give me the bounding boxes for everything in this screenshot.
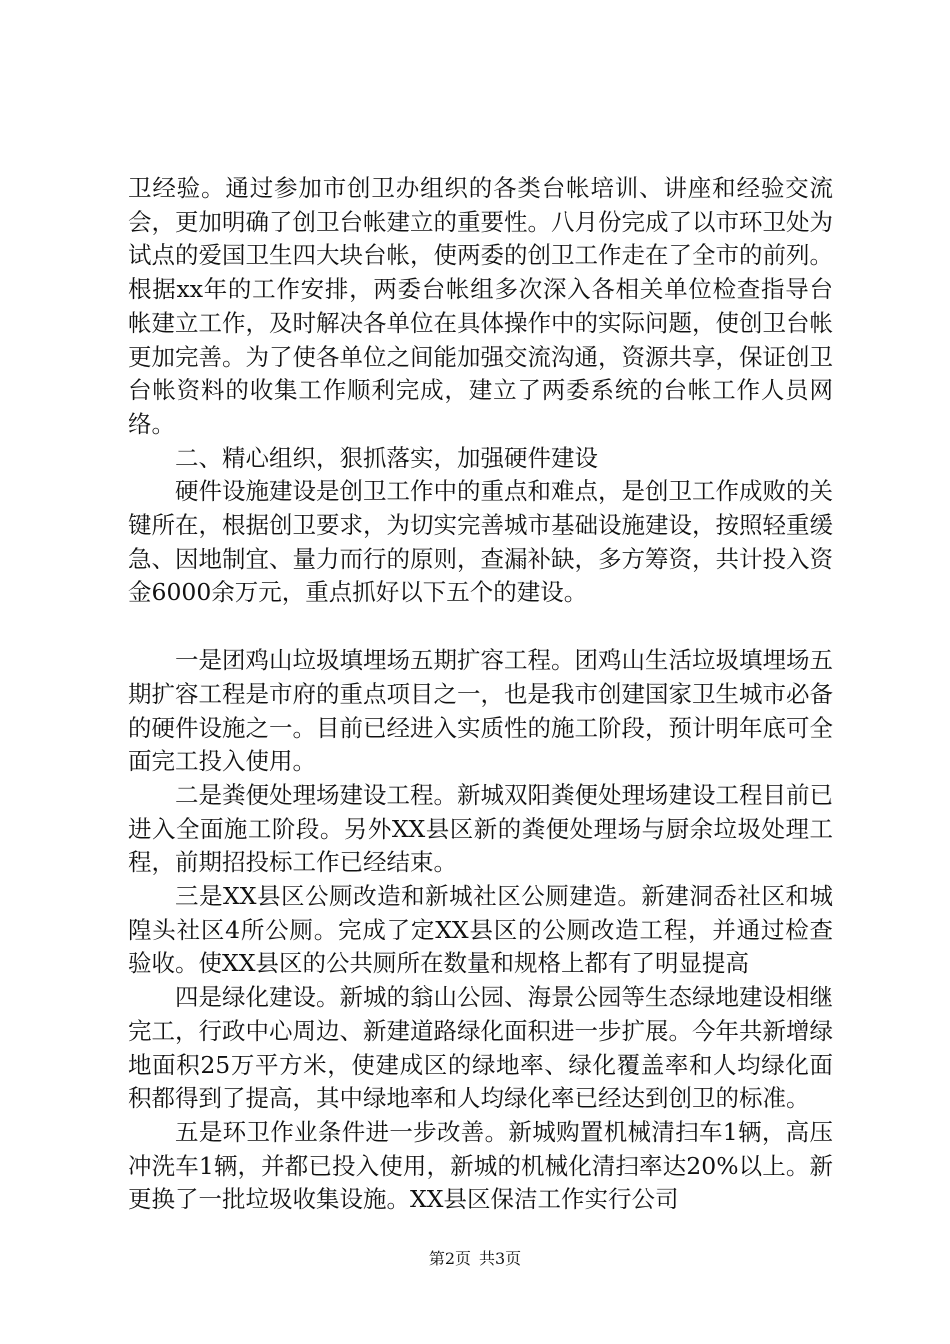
paragraph-ledger-experience: 卫经验。通过参加市创卫办组织的各类台帐培训、讲座和经验交流会，更加明确了创卫台帐建立的重要性。八月份完成了以市环卫处为试点的爱国卫生四大块台帐，使两委的创卫工作走在了全市的前列。根据xx年的工作安排，两委台帐组多次深入各相关单位检查指导台帐建立工作，及时解决各单位在具体操作中的实际问题，使创卫台帐更加完善。为了使各单位之间能加强交流沟通，资源共享，保证创卫台帐资料的收集工作顺利完成，建立了两委系统的台帐工作人员网络。 (128, 174, 833, 438)
section-heading-hardware: 二、精心组织，狠抓落实，加强硬件建设 (175, 443, 598, 472)
page-number: 第2页 (428, 1249, 471, 1268)
page-total: 共3页 (479, 1249, 522, 1268)
paragraph-hardware-intro: 硬件设施建设是创卫工作中的重点和难点，是创卫工作成败的关键所在，根据创卫要求，为切实完善城市基础设施建设，按照轻重缓急、因地制宜、量力而行的原则，查漏补缺，多方筹资，共计投入资金6000余万元，重点抓好以下五个的建设。 (128, 477, 833, 607)
paragraph-greening: 四是绿化建设。新城的翁山公园、海景公园等生态绿地建设相继完工，行政中心周边、新建道路绿化面积进一步扩展。今年共新增绿地面积25万平方米，使建成区的绿地率、绿化覆盖率和人均绿化面积都得到了提高，其中绿地率和人均绿化率已经达到创卫的标准。 (128, 983, 833, 1113)
document-body (128, 172, 833, 1217)
paragraph-sewage-plant: 二是粪便处理场建设工程。新城双阳粪便处理场建设工程目前已进入全面施工阶段。另外XX县区新的粪便处理场与厨余垃圾处理工程，前期招投标工作已经结束。 (128, 780, 833, 877)
page-footer (0, 1249, 950, 1269)
paragraph-landfill: 一是团鸡山垃圾填埋场五期扩容工程。团鸡山生活垃圾填埋场五期扩容工程是市府的重点项目之一，也是我市创建国家卫生城市必备的硬件设施之一。目前已经进入实质性的施工阶段，预计明年底可全面完工投入使用。 (128, 646, 833, 776)
paragraph-sanitation: 五是环卫作业条件进一步改善。新城购置机械清扫车1辆，高压冲洗车1辆，并都已投入使用，新城的机械化清扫率达20%以上。新更换了一批垃圾收集设施。XX县区保洁工作实行公司 (128, 1117, 833, 1214)
paragraph-gap (128, 610, 833, 644)
paragraph-public-toilets: 三是XX县区公厕改造和新城社区公厕建造。新建洞岙社区和城隍头社区4所公厕。完成了定XX县区的公厕改造工程，并通过检查验收。使XX县区的公共厕所在数量和规格上都有了明显提高 (128, 882, 833, 978)
